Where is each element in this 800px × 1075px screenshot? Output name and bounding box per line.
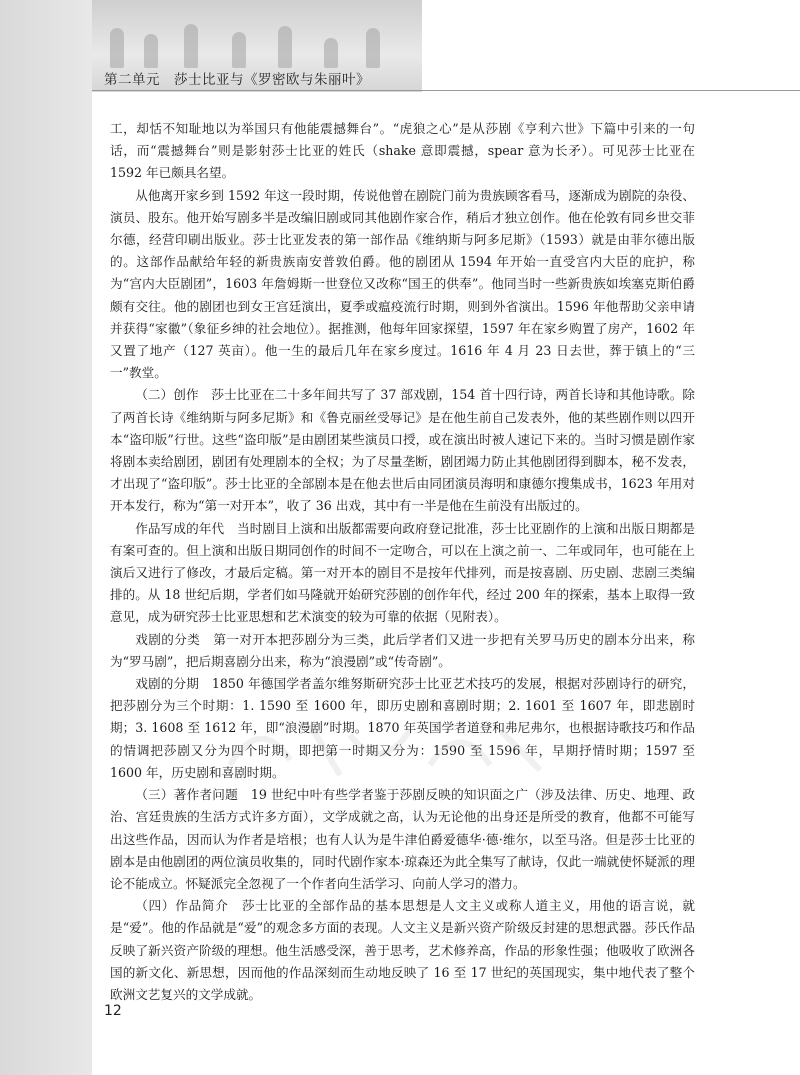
unit-header-title: 第二单元 莎士比亚与《罗密欧与朱丽叶》 [104,72,370,88]
paragraph: （二）创作 莎士比亚在二十多年间共写了 37 部戏剧，154 首十四行诗，两首长诗和其他诗歌。除了两首长诗《维纳斯与阿多尼斯》和《鲁克丽丝受辱记》是在他生前自己发表外，他的某些剧作则以四开本“盗印版”行世。这些“盗印版”是由剧团某些演员口授，或在演出时被人速记下来的。当时习惯是剧作家将剧本卖给剧团，剧团有处理剧本的全权；为了尽量垄断，剧团竭力防止其他剧团得到脚本，秘不发表，才出现了“盗印版”。莎士比亚的全部剧本是在他去世后由同团演员海明和康德尔搜集成书，1623 年用对开本发行，称为“第一对开本”，收了 36 出戏，其中有一半是他在生前没有出版过的。 [110,387,695,514]
paragraph: 戏剧的分类 第一对开本把莎剧分为三类，此后学者们又进一步把有关罗马历史的剧本分出来，称为“罗马剧”，把后期喜剧分出来，称为“浪漫剧”或“传奇剧”。 [110,631,695,669]
paragraph: （四）作品简介 莎士比亚的全部作品的基本思想是人文主义或称人道主义，用他的语言说，就是“爱”。他的作品就是“爱”的观念多方面的表现。人文主义是新兴资产阶级反封建的思想武器。莎氏作品反映了新兴资产阶级的理想。他生活感受深，善于思考，艺术修养高，作品的形象性强；他吸收了欧洲各国的新文化、新思想，因而他的作品深刻而生动地反映了 16 至 17 世纪的英国现实，集中地代表了整个欧洲文艺复兴的文学成就。 [110,898,695,1002]
paragraph: 作品写成的年代 当时剧目上演和出版都需要向政府登记批准，莎士比亚剧作的上演和出版日期都是有案可查的。但上演和出版日期同创作的时间不一定吻合，可以在上演之前一、二年或同年，也可能在上演后又进行了修改，才最后定稿。第一对开本的剧目不是按年代排列，而是按喜剧、历史剧、悲剧三类编排的。从 18 世纪后期，学者们如马隆就开始研究莎剧的创作年代，经过 200 年的探索，基本上取得一致意见，成为研究莎士比亚思想和艺术演变的较为可靠的依据（见附表）。 [110,520,696,625]
banner-figure [110,28,124,68]
left-margin-strip [0,0,92,1075]
body-text [110,118,695,1006]
banner-figure [184,24,198,68]
banner-figure [324,38,338,68]
banner-figure [144,34,158,68]
banner-figure [278,26,292,68]
paragraph: （三）著作者问题 19 世纪中叶有些学者鉴于莎剧反映的知识面之广（涉及法律、历史、地理、政治、宫廷贵族的生活方式许多方面），文学成就之高，认为无论他的出身还是所受的教育，他都不可能写出这些作品，因而认为作者是培根；也有人认为是牛津伯爵爱德华·德·维尔，以至马洛。但是莎士比亚的剧本是由他剧团的两位演员收集的，同时代剧作家本·琼森还为此全集写了献诗，仅此一端就使怀疑派的理论不能成立。怀疑派完全忽视了一个作者向生活学习、向前人学习的潜力。 [110,787,695,891]
paragraph: 戏剧的分期 1850 年德国学者盖尔维努斯研究莎士比亚艺术技巧的发展，根据对莎剧诗行的研究，把莎剧分为三个时期：1. 1590 至 1600 年，即历史剧和喜剧时期；2. 1601 至 1607 年，即悲剧时期；3. 1608 至 1612 年，即“浪漫剧”时期。1870 年英国学者道登和弗尼弗尔，也根据诗歌技巧和作品的情调把莎剧又分为四个时期，即把第一时期又分为：1590 至 1596 年，早期抒情时期；1597 至 1600 年，历史剧和喜剧时期。 [110,676,695,780]
paragraph: 从他离开家乡到 1592 年这一段时期，传说他曾在剧院门前为贵族顾客看马，逐渐成为剧院的杂役、演员、股东。他开始写剧多半是改编旧剧或同其他剧作家合作，稍后才独立创作。他在伦敦有同乡世交菲尔德，经营印刷出版业。莎士比亚发表的第一部作品《维纳斯与阿多尼斯》（1593）就是由菲尔德出版的。这部作品献给年轻的新贵族南安普敦伯爵。他的剧团从 1594 年开始一直受宫内大臣的庇护，称为“宫内大臣剧团”，1603 年詹姆斯一世登位又改称“国王的供奉”。他同当时一些新贵族如埃塞克斯伯爵颇有交往。他的剧团也到女王宫廷演出，夏季或瘟疫流行时期，则到外省演出。1596 年他帮助父亲申请并获得“家徽”（象征乡绅的社会地位）。据推测，他每年回家探望，1597 年在家乡购置了房产，1602 年又置了地产（127 英亩）。他一生的最后几年在家乡度过。1616 年 4 月 23 日去世，葬于镇上的“三一”教堂。 [110,187,695,381]
banner-figure [232,32,246,68]
header-divider [92,90,800,91]
banner-figure [366,28,380,68]
page-number: 12 [104,1003,122,1019]
paragraph: 工，却恬不知耻地以为举国只有他能震撼舞台”。“虎狼之心”是从莎剧《亨利六世》下篇中引来的一句话，而“震撼舞台”则是影射莎士比亚的姓氏（shake 意即震撼，spear 意为长矛）。可见莎士比亚在1592 年已颇具名望。 [110,121,695,181]
